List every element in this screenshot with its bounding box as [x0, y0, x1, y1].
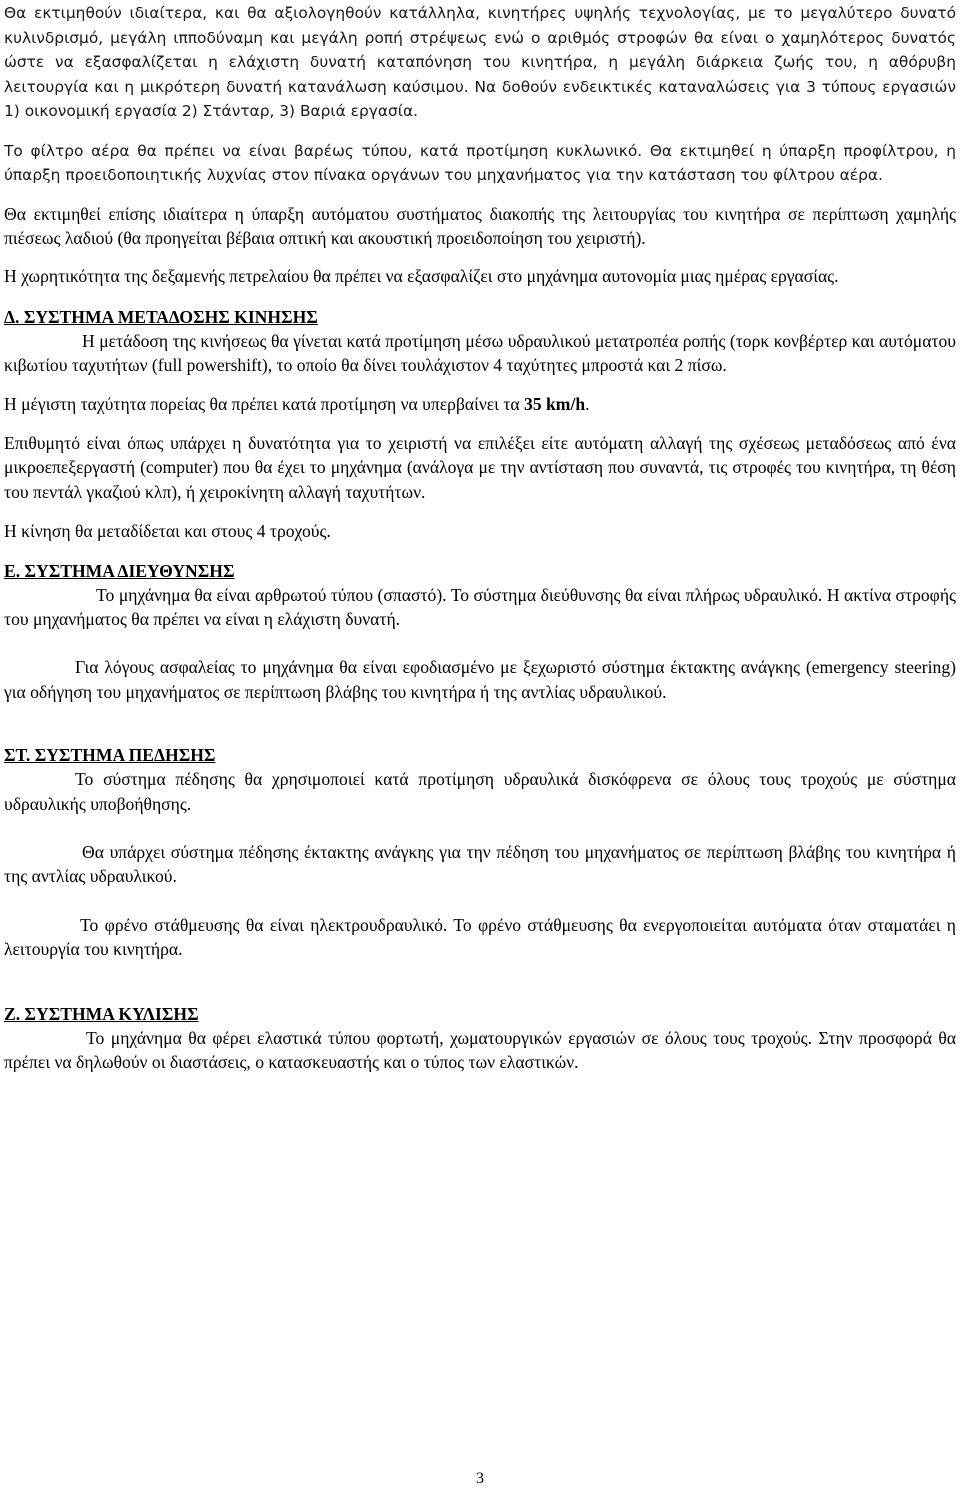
paragraph-parking-brake: Το φρένο στάθμευσης θα είναι ηλεκτρουδραυλικό. Το φρένο στάθμευσης θα ενεργοποιείται αυτόματα όταν σταματάει η λειτουργία του κινητήρα.: [4, 914, 956, 960]
paragraph-disc-brakes: Το σύστημα πέδησης θα χρησιμοποιεί κατά προτίμηση υδραυλικά δισκόφρενα σε όλους τους τροχούς με σύστημα υδραυλικής υποβοήθησης.: [4, 769, 956, 814]
section-heading-braking: [4, 743, 956, 767]
paragraph-steering: Το μηχάνημα θα είναι αρθρωτού τύπου (σπαστό). Το σύστημα διεύθυνσης θα είναι πλήρως υδραυλικό. Η ακτίνα στροφής του μηχανήματος θα πρέπει να είναι η ελάχιστη δυνατή.: [4, 584, 956, 629]
max-speed-text: Η μέγιστη ταχύτητα πορείας θα πρέπει κατά προτίμηση να υπερβαίνει τα: [4, 393, 525, 414]
section-heading-steering-text: Ε. ΣΥΣΤΗΜΑ ΔΙΕΥΘΥΝΣΗΣ: [4, 560, 235, 581]
paragraph-tyres: Το μηχάνημα θα φέρει ελαστικά τύπου φορτωτή, χωματουργικών εργασιών σε όλους τους τροχούς. Στην προσφορά θα πρέπει να δηλωθούν οι διαστάσεις, ο κατασκευαστής και ο τύπος των ελαστικών.: [4, 1027, 956, 1073]
paragraph-max-speed: [4, 392, 956, 416]
paragraph-gear-selection: Επιθυμητό είναι όπως υπάρχει η δυνατότητα για το χειριστή να επιλέξει είτε αυτόματη αλλαγή της σχέσεως μεταδόσεως από ένα μικροεπεξεργαστή (computer) που θα έχει το μηχάνημα (ανάλογα με την αντίσταση που συναντά, τις στροφές του κινητήρα, τη θέση του πεντάλ γκαζιού κλπ), ή χειροκίνητη αλλαγή ταχυτήτων.: [4, 432, 956, 502]
paragraph-fuel-tank: Η χωρητικότητα της δεξαμενής πετρελαίου θα πρέπει να εξασφαλίζει στο μηχάνημα αυτονομία μιας ημέρας εργασίας.: [4, 266, 839, 287]
section-heading-wheels: [4, 1002, 956, 1026]
section-heading-wheels-text: Ζ. ΣΥΣΤΗΜΑ ΚΥΛΙΣΗΣ: [4, 1003, 199, 1024]
paragraph-engine: Θα εκτιμηθούν ιδιαίτερα, και θα αξιολογηθούν κατάλληλα, κινητήρες υψηλής τεχνολογίας, με το μεγαλύτερο δυνατό κυλινδρισμό, μεγάλη ιπποδύναμη και μεγάλη ροπή στρέψεως ενώ ο αριθμός στροφών θα είναι ο χαμηλότερος δυνατός ώστε να εξασφαλίζεται η ελάχιστη δυνατή καταπόνηση του κινητήρα, η μεγάλη διάρκεια ζωής του, η αθόρυβη λειτουργία και η μικρότερη δυνατή κατανάλωση καύσιμου. Να δοθούν ενδεικτικές καταναλώσεις για 3 τύπους εργασιών 1) οικονομική εργασία 2) Στάνταρ, 3) Βαριά εργασία.: [4, 4, 956, 120]
paragraph-transmission: Η μετάδοση της κινήσεως θα γίνεται κατά προτίμηση μέσω υδραυλικού μετατροπέα ροπής (τορκ κονβέρτερ και αυτόματου κιβωτίου ταχυτήτων (full powershift), το οποίο θα δίνει τουλάχιστον 4 ταχύτητες μπροστά και 2 πίσω.: [4, 330, 956, 376]
paragraph-emergency-brake: Θα υπάρχει σύστημα πέδησης έκτακτης ανάγκης για την πέδηση του μηχανήματος σε περίπτωση βλάβης του κινητήρα ή της αντλίας υδραυλικού.: [4, 842, 956, 887]
max-speed-end: .: [585, 393, 590, 414]
paragraph-emergency-steering: Για λόγους ασφαλείας το μηχάνημα θα είναι εφοδιασμένο με ξεχωριστό σύστημα έκτακτης ανάγκης (emergency steering) για οδήγηση του μηχανήματος σε περίπτωση βλάβης του κινητήρα ή της αντλίας υδραυλικού.: [4, 657, 956, 702]
max-speed-value: 35 km/h: [524, 393, 586, 414]
section-heading-transmission: [4, 305, 956, 329]
paragraph-air-filter: Το φίλτρο αέρα θα πρέπει να είναι βαρέως τύπου, κατά προτίμηση κυκλωνικό. Θα εκτιμηθεί η ύπαρξη προφίλτρου, η ύπαρξη προειδοποιητικής λυχνίας στον πίνακα οργάνων του μηχανήματος για την κατάσταση του φίλτρου αέρα.: [4, 141, 956, 184]
section-heading-steering: [4, 559, 956, 583]
page-number: 3: [476, 1470, 484, 1487]
section-heading-braking-text: ΣΤ. ΣΥΣΤΗΜΑ ΠΕΔΗΣΗΣ: [4, 745, 216, 766]
paragraph-four-wheel-drive: Η κίνηση θα μεταδίδεται και στους 4 τροχούς.: [4, 521, 331, 542]
section-heading-transmission-text: Δ. ΣΥΣΤΗΜΑ ΜΕΤΑΔΟΣΗΣ ΚΙΝΗΣΗΣ: [4, 306, 318, 327]
paragraph-oil-pressure: Θα εκτιμηθεί επίσης ιδιαίτερα η ύπαρξη αυτόματου συστήματος διακοπής της λειτουργίας του κινητήρα σε περίπτωση χαμηλής πιέσεως λαδιού (θα προηγείται βέβαια οπτική και ακουστική προειδοποίηση του χειριστή).: [4, 203, 956, 248]
